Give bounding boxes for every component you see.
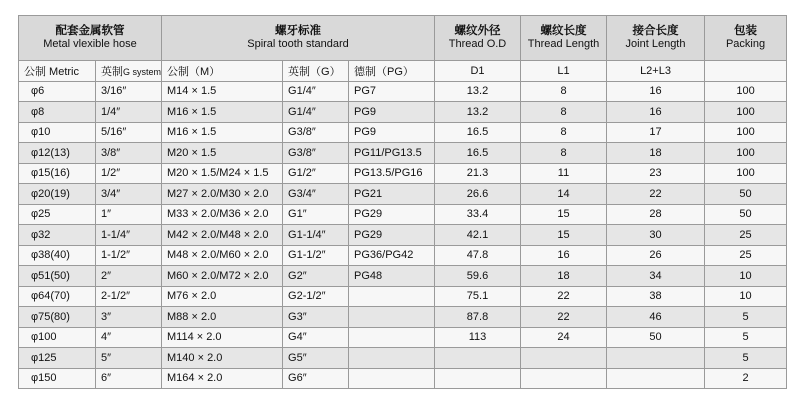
cell-l2-l3: 23 <box>607 163 705 184</box>
cell-l2-l3: 28 <box>607 204 705 225</box>
cell-pg-thread: PG7 <box>349 81 435 102</box>
cell-l1: 8 <box>521 143 607 164</box>
cell-pg-thread: PG9 <box>349 122 435 143</box>
cell-g-thread: G1/4″ <box>283 102 349 123</box>
cell-packing: 10 <box>705 286 787 307</box>
cell-d1: 75.1 <box>435 286 521 307</box>
subheader-l1: L1 <box>521 61 607 82</box>
cell-l1: 14 <box>521 184 607 205</box>
cell-l2-l3: 17 <box>607 122 705 143</box>
cell-g-size: 1-1/2″ <box>96 245 162 266</box>
cell-pg-thread: PG29 <box>349 204 435 225</box>
cell-packing: 5 <box>705 327 787 348</box>
cell-m-thread: M42 × 2.0/M48 × 2.0 <box>162 225 283 246</box>
subheader-m-standard: 公制（M） <box>162 61 283 82</box>
cell-g-size: 2-1/2″ <box>96 286 162 307</box>
cell-packing: 100 <box>705 81 787 102</box>
cell-d1: 16.5 <box>435 122 521 143</box>
cell-g-size: 6″ <box>96 368 162 389</box>
cell-m-thread: M16 × 1.5 <box>162 122 283 143</box>
cell-m-thread: M60 × 2.0/M72 × 2.0 <box>162 266 283 287</box>
cell-m-thread: M16 × 1.5 <box>162 102 283 123</box>
cell-l1 <box>521 368 607 389</box>
cell-metric-size: φ64(70) <box>19 286 96 307</box>
cell-g-size: 4″ <box>96 327 162 348</box>
cell-pg-thread: PG48 <box>349 266 435 287</box>
cell-l1: 18 <box>521 266 607 287</box>
cell-l2-l3: 16 <box>607 81 705 102</box>
cell-l1: 16 <box>521 245 607 266</box>
cell-metric-size: φ20(19) <box>19 184 96 205</box>
cell-packing: 100 <box>705 102 787 123</box>
subheader-metric: 公制 Metric <box>19 61 96 82</box>
cell-m-thread: M114 × 2.0 <box>162 327 283 348</box>
cell-g-thread: G1/4″ <box>283 81 349 102</box>
cell-l1: 22 <box>521 286 607 307</box>
cell-d1: 59.6 <box>435 266 521 287</box>
table-row <box>19 122 787 143</box>
cell-d1 <box>435 348 521 369</box>
cell-l2-l3: 46 <box>607 307 705 328</box>
table-row <box>19 102 787 123</box>
cell-metric-size: φ75(80) <box>19 307 96 328</box>
subheader-d1: D1 <box>435 61 521 82</box>
cell-pg-thread <box>349 286 435 307</box>
cell-d1: 113 <box>435 327 521 348</box>
cell-d1: 26.6 <box>435 184 521 205</box>
cell-g-thread: G2-1/2″ <box>283 286 349 307</box>
cell-d1: 87.8 <box>435 307 521 328</box>
cell-packing: 100 <box>705 122 787 143</box>
cell-metric-size: φ32 <box>19 225 96 246</box>
cell-pg-thread: PG13.5/PG16 <box>349 163 435 184</box>
cell-l2-l3 <box>607 368 705 389</box>
cell-metric-size: φ38(40) <box>19 245 96 266</box>
cell-g-thread: G1/2″ <box>283 163 349 184</box>
cell-m-thread: M164 × 2.0 <box>162 368 283 389</box>
table-row <box>19 163 787 184</box>
table-row <box>19 327 787 348</box>
cell-metric-size: φ6 <box>19 81 96 102</box>
cell-packing: 10 <box>705 266 787 287</box>
cell-m-thread: M76 × 2.0 <box>162 286 283 307</box>
cell-g-size: 2″ <box>96 266 162 287</box>
cell-m-thread: M88 × 2.0 <box>162 307 283 328</box>
cell-packing: 50 <box>705 204 787 225</box>
cell-l2-l3: 50 <box>607 327 705 348</box>
table-row <box>19 348 787 369</box>
header-hose: 配套金属软管 Metal vlexible hose <box>19 16 162 61</box>
cell-m-thread: M33 × 2.0/M36 × 2.0 <box>162 204 283 225</box>
cell-metric-size: φ8 <box>19 102 96 123</box>
cell-pg-thread <box>349 348 435 369</box>
cell-g-thread: G1-1/4″ <box>283 225 349 246</box>
cell-packing: 25 <box>705 225 787 246</box>
cell-l2-l3: 22 <box>607 184 705 205</box>
cell-metric-size: φ100 <box>19 327 96 348</box>
cell-g-thread: G3″ <box>283 307 349 328</box>
cell-d1 <box>435 368 521 389</box>
table-row <box>19 286 787 307</box>
header-spiral-standard: 螺牙标准 Spiral tooth standard <box>162 16 435 61</box>
cell-g-size: 1/4″ <box>96 102 162 123</box>
cell-l1: 8 <box>521 81 607 102</box>
table-row <box>19 204 787 225</box>
cell-l2-l3: 16 <box>607 102 705 123</box>
subheader-pg-standard: 德制（PG） <box>349 61 435 82</box>
cell-l1: 11 <box>521 163 607 184</box>
cell-g-size: 1/2″ <box>96 163 162 184</box>
spec-table <box>18 15 787 389</box>
cell-g-size: 1″ <box>96 204 162 225</box>
cell-g-size: 3/16″ <box>96 81 162 102</box>
table-row <box>19 143 787 164</box>
cell-d1: 13.2 <box>435 102 521 123</box>
cell-metric-size: φ12(13) <box>19 143 96 164</box>
cell-metric-size: φ125 <box>19 348 96 369</box>
cell-packing: 2 <box>705 368 787 389</box>
cell-packing: 100 <box>705 143 787 164</box>
cell-d1: 21.3 <box>435 163 521 184</box>
cell-metric-size: φ51(50) <box>19 266 96 287</box>
cell-packing: 100 <box>705 163 787 184</box>
cell-m-thread: M20 × 1.5/M24 × 1.5 <box>162 163 283 184</box>
cell-m-thread: M48 × 2.0/M60 × 2.0 <box>162 245 283 266</box>
cell-l1: 8 <box>521 122 607 143</box>
cell-g-size: 3″ <box>96 307 162 328</box>
cell-g-thread: G5″ <box>283 348 349 369</box>
header-packing: 包装 Packing <box>705 16 787 61</box>
cell-pg-thread <box>349 327 435 348</box>
subheader-packing <box>705 61 787 82</box>
cell-d1: 16.5 <box>435 143 521 164</box>
header-thread-length: 螺纹长度 Thread Length <box>521 16 607 61</box>
cell-m-thread: M14 × 1.5 <box>162 81 283 102</box>
cell-pg-thread <box>349 307 435 328</box>
cell-pg-thread: PG29 <box>349 225 435 246</box>
cell-m-thread: M27 × 2.0/M30 × 2.0 <box>162 184 283 205</box>
cell-l2-l3: 26 <box>607 245 705 266</box>
table-row <box>19 245 787 266</box>
cell-l1: 15 <box>521 204 607 225</box>
cell-packing: 50 <box>705 184 787 205</box>
cell-g-thread: G2″ <box>283 266 349 287</box>
cell-pg-thread <box>349 368 435 389</box>
header-row <box>19 16 787 61</box>
cell-g-size: 1-1/4″ <box>96 225 162 246</box>
cell-l1: 22 <box>521 307 607 328</box>
cell-l2-l3: 34 <box>607 266 705 287</box>
cell-l1: 15 <box>521 225 607 246</box>
subheader-g-standard: 英制（G） <box>283 61 349 82</box>
cell-metric-size: φ15(16) <box>19 163 96 184</box>
table-row <box>19 81 787 102</box>
cell-g-size: 3/4″ <box>96 184 162 205</box>
cell-metric-size: φ10 <box>19 122 96 143</box>
header-thread-od: 螺纹外径 Thread O.D <box>435 16 521 61</box>
cell-pg-thread: PG11/PG13.5 <box>349 143 435 164</box>
cell-g-thread: G6″ <box>283 368 349 389</box>
cell-pg-thread: PG21 <box>349 184 435 205</box>
cell-l2-l3: 18 <box>607 143 705 164</box>
cell-l1 <box>521 348 607 369</box>
cell-packing: 5 <box>705 307 787 328</box>
cell-l1: 8 <box>521 102 607 123</box>
cell-g-thread: G4″ <box>283 327 349 348</box>
cell-g-thread: G3/8″ <box>283 143 349 164</box>
table-row <box>19 184 787 205</box>
cell-m-thread: M20 × 1.5 <box>162 143 283 164</box>
cell-g-size: 3/8″ <box>96 143 162 164</box>
cell-l2-l3 <box>607 348 705 369</box>
cell-g-thread: G3/4″ <box>283 184 349 205</box>
header-joint-length: 接合长度 Joint Length <box>607 16 705 61</box>
cell-m-thread: M140 × 2.0 <box>162 348 283 369</box>
table-row <box>19 368 787 389</box>
table-row <box>19 307 787 328</box>
cell-metric-size: φ25 <box>19 204 96 225</box>
cell-metric-size: φ150 <box>19 368 96 389</box>
cell-d1: 13.2 <box>435 81 521 102</box>
cell-packing: 5 <box>705 348 787 369</box>
cell-g-thread: G1-1/2″ <box>283 245 349 266</box>
cell-l2-l3: 30 <box>607 225 705 246</box>
cell-g-size: 5/16″ <box>96 122 162 143</box>
subheader-g-system: 英制G system <box>96 61 162 82</box>
cell-g-size: 5″ <box>96 348 162 369</box>
cell-l2-l3: 38 <box>607 286 705 307</box>
cell-pg-thread: PG9 <box>349 102 435 123</box>
cell-d1: 47.8 <box>435 245 521 266</box>
table-row <box>19 225 787 246</box>
subheader-l2-l3: L2+L3 <box>607 61 705 82</box>
cell-packing: 25 <box>705 245 787 266</box>
cell-d1: 33.4 <box>435 204 521 225</box>
cell-d1: 42.1 <box>435 225 521 246</box>
table-row <box>19 266 787 287</box>
cell-g-thread: G3/8″ <box>283 122 349 143</box>
subheader-row <box>19 61 787 82</box>
cell-g-thread: G1″ <box>283 204 349 225</box>
cell-pg-thread: PG36/PG42 <box>349 245 435 266</box>
cell-l1: 24 <box>521 327 607 348</box>
